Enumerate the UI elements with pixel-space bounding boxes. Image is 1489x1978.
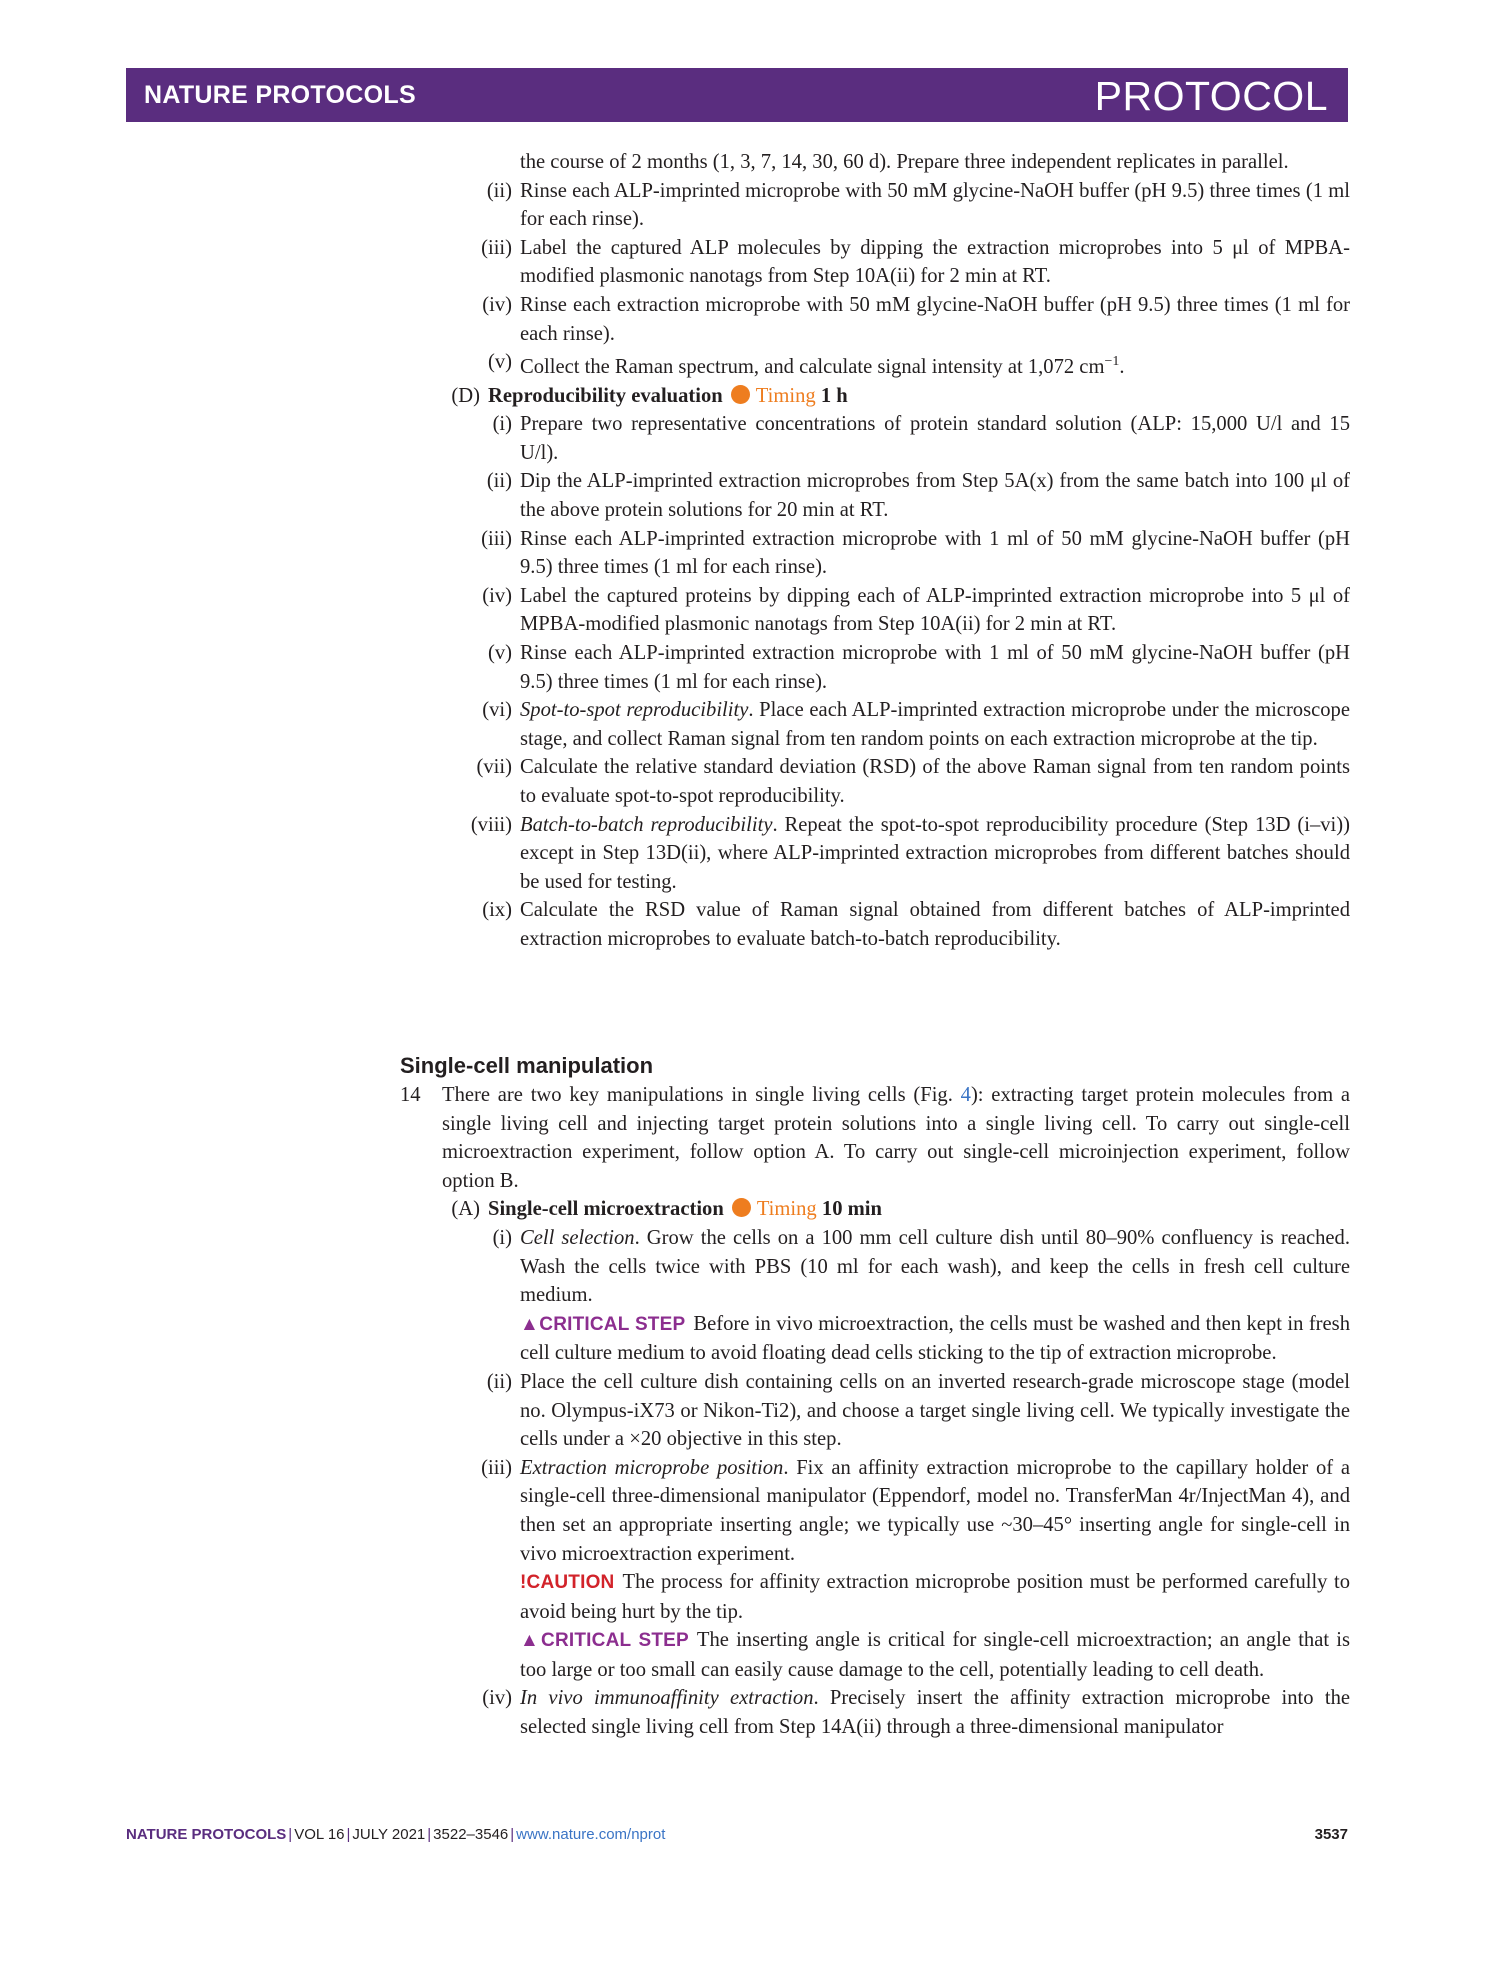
caution-text: The process for affinity extraction microprobe position must be performed carefully to avoid being hurt by the tip. <box>520 1571 1350 1623</box>
journal-name: NATURE PROTOCOLS <box>144 81 416 109</box>
list-item <box>482 896 1350 953</box>
item-text: Calculate the relative standard deviation (RSD) of the above Raman signal from ten random points to evaluate spot-to-spot reproducibility. <box>520 756 1350 807</box>
item-italic: Cell selection <box>520 1226 635 1249</box>
item-text: Dip the ALP-imprinted extraction microprobes from Step 5A(x) from the same batch into 100 μl of the above protein solutions for 20 min at RT. <box>520 470 1350 521</box>
footer-date: JULY 2021 <box>352 1826 426 1843</box>
timing-value: 10 min <box>821 1198 882 1221</box>
critical-note <box>520 1310 1350 1368</box>
item-number: (vi) <box>482 699 512 722</box>
critical-step-label: ▲CRITICAL STEP <box>520 1630 689 1652</box>
item-text-end: . <box>1119 356 1125 379</box>
option-letter: (D) <box>451 384 480 407</box>
option-heading <box>451 382 1350 411</box>
page-number: 3537 <box>1314 1826 1348 1843</box>
critical-step-label: ▲CRITICAL STEP <box>520 1313 686 1335</box>
item-number: (v) <box>487 641 512 664</box>
item-text: Place the cell culture dish containing cells on an inverted research-grade microscope stage (model no. Olympus-iX73 or Nikon-Ti2), and choose a target single living cell. We typically investigate the cells under a ×20 objective in this step. <box>520 1370 1350 1451</box>
item-text <box>520 1224 1350 1310</box>
footer-separator: | <box>427 1826 432 1843</box>
item-text: Label the captured ALP molecules by dipping the extraction microprobes into 5 μl of MPBA-modified plasmonic nanotags from Step 10A(ii) for 2 min at RT. <box>520 236 1350 288</box>
item-text: Calculate the RSD value of Raman signal obtained from different batches of ALP-imprinted extraction microprobes to evaluate batch-to-batch reproducibility. <box>520 899 1350 950</box>
list-item <box>492 410 1350 467</box>
list-item <box>492 1224 1350 1368</box>
timing-value: 1 h <box>820 384 848 407</box>
item-number: (ii) <box>486 1370 512 1393</box>
list-item <box>482 291 1350 348</box>
list-item <box>486 177 1350 234</box>
option-letter: (A) <box>451 1198 480 1221</box>
item-text: Rinse each ALP-imprinted extraction microprobe with 1 ml of 50 mM glycine-NaOH buffer (pH 9.5) three times (1 ml for each rinse). <box>520 641 1350 693</box>
list-item <box>481 234 1350 291</box>
item-number: (i) <box>492 1226 512 1249</box>
step-item <box>400 1081 1350 1195</box>
step-text-pre: There are two key manipulations in single living cells (Fig. <box>442 1084 961 1106</box>
page-footer <box>126 1826 1348 1843</box>
list-item <box>482 1684 1351 1741</box>
item-number: (ii) <box>486 470 512 493</box>
item-number: (iii) <box>481 236 512 259</box>
timing-label: Timing <box>756 1198 817 1221</box>
section-heading: Single-cell manipulation <box>400 1053 654 1078</box>
critical-step-text: The inserting angle is critical for single-cell microextraction; an angle that is too large or too small can easily cause damage to the cell, potentially leading to cell death. <box>520 1629 1350 1681</box>
item-number: (iv) <box>482 584 512 607</box>
item-number: (iii) <box>481 527 512 550</box>
list-item <box>486 1368 1350 1454</box>
item-number: (i) <box>492 413 512 436</box>
list-item <box>476 753 1350 810</box>
critical-step-text: Before in vivo microextraction, the cells must be washed and then kept in fresh cell culture medium to avoid floating dead cells sticking to the tip of extraction microprobe. <box>520 1312 1350 1365</box>
protocol-steps-block-1 <box>400 148 1350 953</box>
list-item <box>482 582 1350 639</box>
footer-url[interactable]: www.nature.com/nprot <box>516 1826 666 1843</box>
item-number: (iii) <box>481 1456 512 1479</box>
article-type: PROTOCOL <box>1094 73 1328 119</box>
item-text-body: Collect the Raman spectrum, and calculate signal intensity at 1,072 cm <box>520 356 1105 379</box>
item-italic: Batch-to-batch reproducibility <box>520 813 773 836</box>
item-text-body: . Repeat the spot-to-spot reproducibility procedure (Step 13D (i–vi)) except in Step 13D(ii), where ALP-imprinted extraction microprobes from different batches should be used for testing. <box>520 813 1350 893</box>
list-item <box>481 1454 1350 1685</box>
timing-label: Timing <box>755 384 816 407</box>
item-number: (iv) <box>482 1687 512 1710</box>
list-item <box>520 148 1350 177</box>
timing-dot-icon <box>731 385 750 404</box>
step-number: 14 <box>400 1084 421 1106</box>
caution-label: !CAUTION <box>520 1572 615 1594</box>
item-text: Label the captured proteins by dipping each of ALP-imprinted extraction microprobe into 5 μl of MPBA-modified plasmonic nanotags from Step 10A(ii) for 2 min at RT. <box>520 584 1350 636</box>
item-number: (v) <box>487 351 512 374</box>
item-text: Rinse each ALP-imprinted extraction microprobe with 1 ml of 50 mM glycine-NaOH buffer (pH 9.5) three times (1 ml for each rinse). <box>520 527 1350 579</box>
footer-pages: 3522–3546 <box>433 1826 509 1843</box>
list-item <box>482 696 1350 753</box>
list-item <box>486 467 1350 524</box>
journal-header-bar <box>126 68 1348 122</box>
item-text: Rinse each extraction microprobe with 50 mM glycine-NaOH buffer (pH 9.5) three times (1 ml for each rinse). <box>520 293 1350 345</box>
item-text <box>520 1454 1350 1568</box>
footer-volume: VOL 16 <box>294 1826 345 1843</box>
item-text: Rinse each ALP-imprinted microprobe with 50 mM glycine-NaOH buffer (pH 9.5) three times (1 ml for each rinse). <box>520 179 1350 231</box>
caution-note <box>520 1568 1350 1626</box>
step-text <box>442 1081 1350 1195</box>
footer-separator: | <box>346 1826 351 1843</box>
item-text: the course of 2 months (1, 3, 7, 14, 30, 60 d). Prepare three independent replicates in parallel. <box>520 151 1289 173</box>
item-number: (vii) <box>476 756 512 779</box>
item-text <box>520 696 1350 753</box>
list-item <box>481 525 1350 582</box>
item-italic: In vivo immunoaffinity extraction <box>520 1687 814 1710</box>
option-title: Single-cell microextraction <box>488 1198 724 1221</box>
item-number: (ix) <box>482 899 512 922</box>
item-text <box>520 1684 1350 1741</box>
item-text-body: . Grow the cells on a 100 mm cell culture dish until 80–90% confluency is reached. Wash the cells twice with PBS (10 ml for each wash), and keep the cells in fresh cell culture medium. <box>520 1226 1350 1307</box>
timing-dot-icon <box>732 1198 751 1217</box>
protocol-steps-block-2 <box>400 1081 1350 1742</box>
item-italic: Extraction microprobe position <box>520 1456 784 1479</box>
superscript: −1 <box>1104 354 1120 370</box>
footer-journal: NATURE PROTOCOLS <box>126 1826 287 1843</box>
item-text-body: . Precisely insert the affinity extraction microprobe into the selected single living cell from Step 14A(ii) through a three-dimensional manipulator <box>520 1687 1351 1739</box>
item-number: (ii) <box>486 179 512 202</box>
item-number: (viii) <box>470 813 512 836</box>
list-item <box>470 811 1350 897</box>
item-text: Prepare two representative concentrations of protein standard solution (ALP: 15,000 U/l and 15 U/l). <box>520 413 1350 464</box>
footer-separator: | <box>288 1826 293 1843</box>
item-text-body: . Fix an affinity extraction microprobe to the capillary holder of a single-cell three-dimensional manipulator (Eppendorf, model no. TransferMan 4r/InjectMan 4), and then set an appropriate inserting angle; we typically use ~30–45° inserting angle for single-cell in vivo microextraction experiment. <box>520 1456 1350 1565</box>
critical-note <box>520 1626 1350 1684</box>
item-italic: Spot-to-spot reproducibility <box>520 699 749 722</box>
figure-link[interactable]: 4 <box>960 1084 971 1106</box>
item-number: (iv) <box>482 293 512 316</box>
item-text-body: . Place each ALP-imprinted extraction microprobe under the microscope stage, and collect Raman signal from ten random points on each extraction microprobe at the tip. <box>520 699 1350 750</box>
list-item <box>487 639 1350 696</box>
list-item <box>487 348 1350 381</box>
item-text <box>520 811 1350 897</box>
option-title: Reproducibility evaluation <box>488 384 723 407</box>
option-heading <box>451 1195 1350 1224</box>
item-text <box>520 348 1350 381</box>
footer-separator: | <box>510 1826 515 1843</box>
step-text-post: ): extracting target protein molecules from a single living cell and injecting target protein solutions into a single living cell. To carry out single-cell microextraction experiment, follow option A. To carry out single-cell microinjection experiment, follow option B. <box>442 1084 1350 1192</box>
